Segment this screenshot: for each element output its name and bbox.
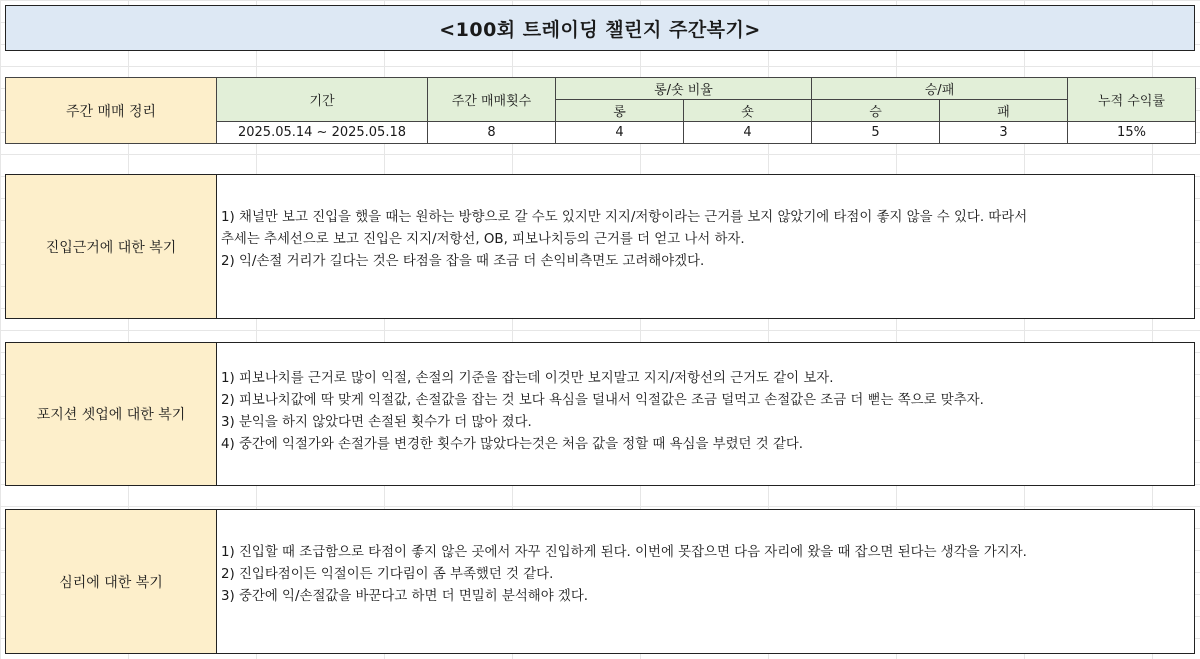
value-long: 4 [556, 122, 684, 144]
entry-review-label: 진입근거에 대한 복기 [6, 175, 217, 318]
value-cumulative-return: 15% [1068, 122, 1196, 144]
review-line: 3) 중간에 익/손절값을 바꾼다고 하면 더 면밀히 분석해야 겠다. [221, 588, 589, 604]
header-long: 롱 [556, 100, 684, 122]
position-setup-review-section [5, 342, 1195, 486]
review-line: 추세는 추세선으로 보고 진입은 지지/저항선, OB, 피보나치등의 근거를 더 얻고 나서 하자. [221, 231, 745, 247]
header-win-loss: 승/패 [812, 78, 1068, 100]
header-loss: 패 [940, 100, 1068, 122]
review-line: 4) 중간에 익절가와 손절가를 변경한 횟수가 많았다는것은 처음 값을 정할 때 욕심을 부렸던 것 같다. [221, 437, 804, 452]
value-trade-count: 8 [428, 122, 556, 144]
summary-row-label: 주간 매매 정리 [6, 78, 217, 144]
header-trade-count: 주간 매매횟수 [428, 78, 556, 122]
page-title: <100회 트레이딩 챌린지 주간복기> [5, 5, 1195, 51]
psychology-review-section [5, 509, 1195, 654]
value-loss: 3 [940, 122, 1068, 144]
review-line: 2) 피보나치값에 딱 맞게 익절값, 손절값을 잡는 것 보다 욕심을 덜내서 익절값은 조금 덜먹고 손절값은 조금 더 뻗는 쪽으로 맞추자. [221, 393, 984, 408]
entry-review-section [5, 174, 1195, 319]
header-cumulative-return: 누적 수익률 [1068, 78, 1196, 122]
review-line: 3) 분익을 하지 않았다면 손절된 횟수가 더 많아 졌다. [221, 415, 532, 430]
review-line: 2) 익/손절 거리가 길다는 것은 타점을 잡을 때 조금 더 손익비측면도 고려해야겠다. [221, 253, 705, 269]
header-win: 승 [812, 100, 940, 122]
position-setup-review-body [217, 343, 1194, 485]
value-short: 4 [684, 122, 812, 144]
review-line: 1) 피보나치를 근거로 많이 익절, 손절의 기준을 잡는데 이것만 보지말고 지지/저항선의 근거도 같이 보자. [221, 371, 834, 386]
review-line: 1) 진입할 때 조급함으로 타점이 좋지 않은 곳에서 자꾸 진입하게 된다. 이번에 못잡으면 다음 자리에 왔을 때 잡으면 된다는 생각을 가지자. [221, 544, 1027, 560]
header-long-short-ratio: 롱/숏 비율 [556, 78, 812, 100]
weekly-summary-table [5, 77, 1196, 144]
review-line: 2) 진입타점이든 익절이든 기다림이 좀 부족했던 것 같다. [221, 566, 554, 582]
header-short: 숏 [684, 100, 812, 122]
value-win: 5 [812, 122, 940, 144]
position-setup-review-label: 포지션 셋업에 대한 복기 [6, 343, 217, 485]
psychology-review-body [217, 510, 1194, 653]
entry-review-body [217, 175, 1194, 318]
review-line: 1) 채널만 보고 진입을 했을 때는 원하는 방향으로 갈 수도 있지만 지지/저항이라는 근거를 보지 않았기에 타점이 좋지 않을 수 있다. 따라서 [221, 209, 1028, 225]
psychology-review-label: 심리에 대한 복기 [6, 510, 217, 653]
header-period: 기간 [217, 78, 428, 122]
value-period: 2025.05.14 ~ 2025.05.18 [217, 122, 428, 144]
